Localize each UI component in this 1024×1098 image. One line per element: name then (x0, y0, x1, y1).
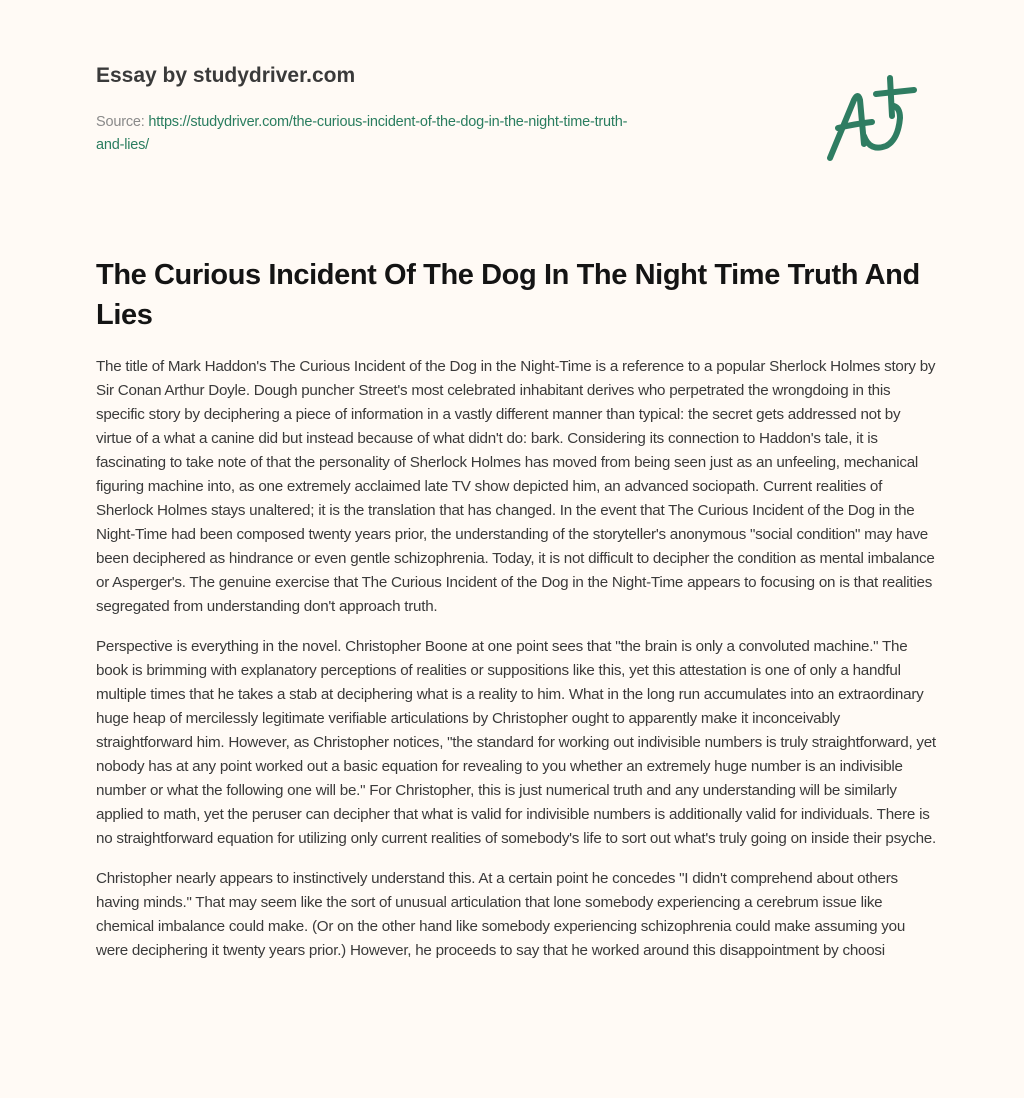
article-paragraph: Perspective is everything in the novel. Christopher Boone at one point sees that "the brain is only a convoluted machine." The book is brimming with explanatory perceptions of realities or suppositions like this, yet this attestation is one of only a handful multiple times that he takes a stab at deciphering what is a reality to him. What in the long run accumulates into an extraordinary huge heap of mercilessly legitimate verifiable articulations by Christopher ought to apparently make it inconceivably straightforward him. However, as Christopher notices, "the standard for working out indivisible numbers is truly straightforward, yet nobody has at any point worked out a basic equation for revealing to you whether an extremely huge number is an indivisible number or what the following one will be." For Christopher, this is just numerical truth and any understanding will be similarly applied to math, yet the peruser can decipher that what is valid for indivisible numbers is additionally valid for individuals. There is no straightforward equation for utilizing only current realities of somebody's life to sort out what's truly going on inside their psyche. (96, 638, 936, 847)
article-paragraph: Christopher nearly appears to instinctively understand this. At a certain point he concedes "I didn't comprehend about others having minds." That may seem like the sort of unusual articulation that lone somebody experiencing a cerebrum issue like chemical imbalance could make. (Or on the other hand like somebody experiencing schizophrenia could make assuming you were deciphering it twenty years prior.) However, he proceeds to say that he worked around this disappointment by choosi (96, 870, 906, 959)
article-paragraph: The title of Mark Haddon's The Curious Incident of the Dog in the Night-Time is a reference to a popular Sherlock Holmes story by Sir Conan Arthur Doyle. Dough puncher Street's most celebrated inhabitant derives who perpetrated the wrongdoing in this specific story by deciphering a piece of information in a vastly different manner than typical: the secret gets addressed not by virtue of a what a canine did but instead because of what didn't do: bark. Considering its connection to Haddon's tale, it is fascinating to take note of that the personality of Sherlock Holmes has moved from being seen just as an unfeeling, mechanical figuring machine into, as one extremely acclaimed late TV show depicted him, an advanced sociopath. Current realities of Sherlock Holmes stays unaltered; it is the translation that has changed. In the event that The Curious Incident of the Dog in the Night-Time had been composed twenty years prior, the understanding of the storyteller's anonymous "social condition" may have been deciphered as hindrance or even gentle schizophrenia. Today, it is not difficult to decipher the condition as mental imbalance or Asperger's. The genuine exercise that The Curious Incident of the Dog in the Night-Time appears to focusing on is that realities segregated from understanding don't approach truth. (96, 358, 936, 615)
brand-title: Essay by studydriver.com (96, 64, 356, 87)
site-header (96, 64, 796, 157)
source-link[interactable] (96, 114, 627, 153)
source-link-line1: https://studydriver.com/the-curious-incident-of-the-dog-in-the-night-time-truth- (148, 114, 628, 130)
article-title: The Curious Incident Of The Dog In The Night Time Truth And Lies (96, 259, 920, 331)
a-plus-grade-icon (820, 66, 930, 166)
source-label: Source: (96, 114, 145, 130)
source-line (96, 111, 796, 157)
source-link-line2: and-lies/ (96, 137, 150, 153)
article-body (96, 355, 936, 979)
